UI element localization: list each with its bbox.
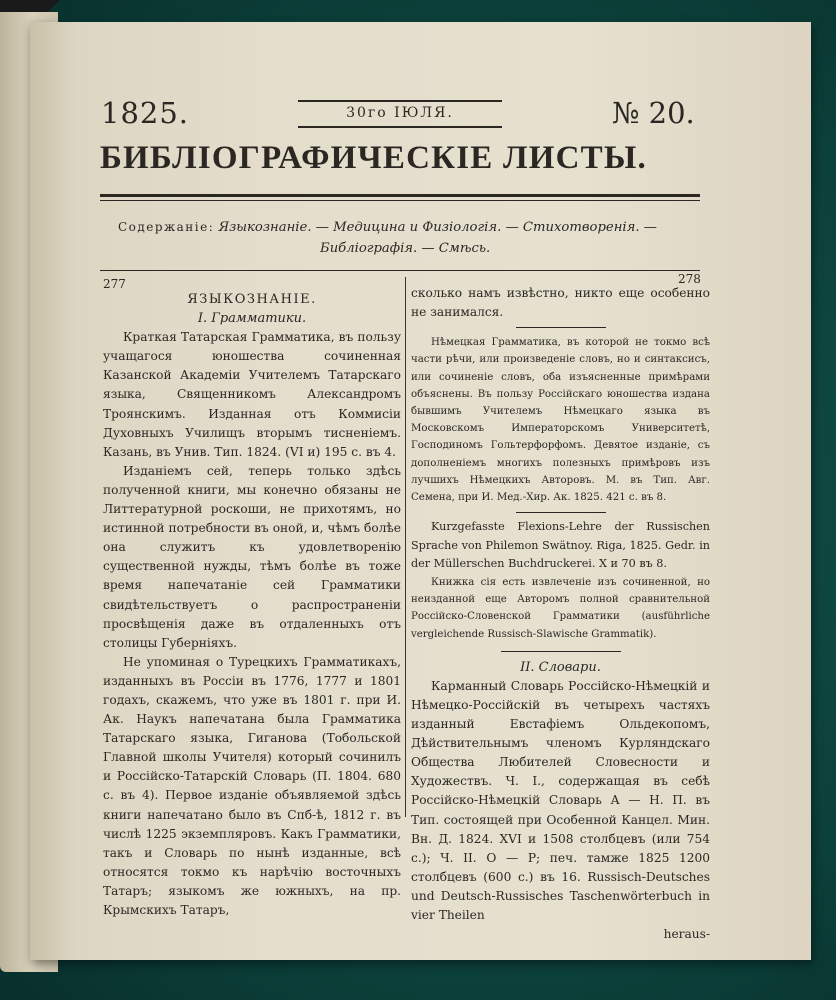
paragraph-flexions-note: Книжка сія есть извлеченіе изъ сочиненной, но неизданной еще Авторомъ полной сравнительной Россійско-Словенской Грамматики (ausführliche vergleichende Russisch-Slawische Grammatik). [411, 577, 710, 640]
paragraph-edition: Изданіемъ сей, теперь только здѣсь полученной книги, мы конечно обязаны не Литтературной роскоши, не прихотямъ, но истинной потребности въ оной, и, чѣмъ болѣе она служитъ къ удовлетворенію существенной нужды, тѣмъ болѣе въ тоже время напечатаніе сей Грамматики свидѣтельствуетъ о распространеніи просвѣщенія даже въ отдаленныхъ отъ столицы Губерніяхъ. [103, 463, 401, 650]
title-rule-thin [100, 200, 700, 201]
newspaper-page [30, 22, 811, 960]
newspaper-title: БИБЛІОГРАФИЧЕСКІЕ ЛИСТЫ. [100, 140, 647, 176]
separator-2 [516, 512, 606, 513]
title-rule-thick [100, 194, 700, 197]
paragraph-tatar-grammar: Краткая Татарская Грамматика, въ пользу учащагося юношества сочиненная Казанской Академіи Учителемъ Татарскаго языка, Священникомъ Александромъ Троянскимъ. Изданная отъ Коммисіи Духовныхъ Училищъ вторымъ тисненіемъ. Казань, въ Унив. Тип. 1824. (VI и) 195 с. въ 4. [103, 330, 401, 459]
section-heading-linguistics: ЯЗЫКОЗНАНІЕ. [187, 292, 317, 307]
issue-year: 1825. [101, 96, 190, 130]
column-number-left: 277 [103, 277, 126, 291]
contents-rule [100, 270, 700, 271]
contents-line-2: Библіографія. — Смѣсь. [320, 241, 491, 256]
date-rule-bottom [298, 126, 502, 128]
paragraph-pocket-dictionary: Карманный Словарь Россійско-Нѣмецкій и Нѣмецко-Россійскій въ четырехъ частяхъ изданный Евстафіемъ Ольдекопомъ, Дѣйствительнымъ членомъ Курляндскаго Общества Любителей Словесности и Художествъ. Ч. I., содержащая въ себѣ Россійско-Нѣмецкій Словарь А — Н. П. въ Тип. состоящей при Особенной Канцел. Мин. Вн. Д. 1824. XVI и 1508 столбцевъ (или 754 с.); Ч. II. О — Р; печ. тамже 1825 1200 столбцевъ (600 с.) въ 16. Russisch-Deutsches und Deutsch-Russisches Taschenwörterbuch in vier Theilen [411, 678, 710, 923]
paragraph-turkish-grammars: Не упоминая о Турецкихъ Грамматикахъ, изданныхъ въ Россіи въ 1776, 1777 и 1801 годахъ, скажемъ, что уже въ 1801 г. при И. Ак. Наукъ напечатана была Грамматика Татарскаго языка, Гиганова (Тобольской Главной школы Учителя) который сочинилъ и Россійско-Татарскій Словарь (П. 1804. 680 с. въ 4). Первое изданіе объявляемой здѣсь книги напечатано было въ Спб-ѣ, 1812 г. въ числѣ 1225 экземпляровъ. Какъ Грамматики, такъ и Словарь по нынѣ изданные, всѣ относятся токмо къ нарѣчію восточныхъ Татаръ; языкомъ же южныхъ, на пр. Крымскихъ Татаръ, [103, 654, 401, 917]
paragraph-continuation: сколько намъ извѣстно, никто еще особенно не занимался. [411, 286, 710, 320]
paragraph-flexions-lehre: Kurzgefasste Flexions-Lehre der Russischen Sprache von Philemon Swätnoy. Riga, 1825. Gedr. in der Müllerschen Buchdruckerei. X и 70 въ 8. [411, 520, 710, 571]
left-column [103, 290, 401, 920]
right-column [411, 284, 710, 944]
issue-number: № 20. [612, 96, 695, 130]
date-rule-top [298, 100, 502, 102]
subheading-grammars: I. Грамматики. [197, 311, 307, 327]
paragraph-german-grammar: Нѣмецкая Грамматика, въ которой не токмо всѣ части рѣчи, или произведеніе словъ, но и синтаксисъ, или сочиненіе словъ, оба изъясненные примѣрами объяснены. Въ пользу Россійскаго юношества издана бывшимъ Учителемъ Нѣмецкаго языка въ Московскомъ Императорскомъ Университетѣ, Господиномъ Гольтерфорфомъ. Девятое изданіе, съ дополненіемъ многихъ полезныхъ примѣровъ изъ лучшихъ Нѣмецкихъ Авторовъ. М. въ Тип. Авг. Семена, при И. Мед.-Хир. Ак. 1825. 421 с. въ 8. [411, 337, 710, 504]
column-divider [405, 277, 406, 817]
separator-3 [501, 651, 621, 652]
table-of-contents [118, 217, 698, 259]
subheading-dictionaries: II. Словари. [520, 659, 601, 675]
issue-date: 30го ІЮЛЯ. [346, 105, 454, 121]
column-number-right: 278 [678, 272, 701, 286]
catchword: heraus- [663, 927, 710, 942]
contents-label: Содержаніе: [118, 220, 215, 234]
contents-line-1: Языкознаніе. — Медицина и Физіологія. — Стихотворенія. — [218, 220, 657, 235]
separator-1 [516, 327, 606, 328]
